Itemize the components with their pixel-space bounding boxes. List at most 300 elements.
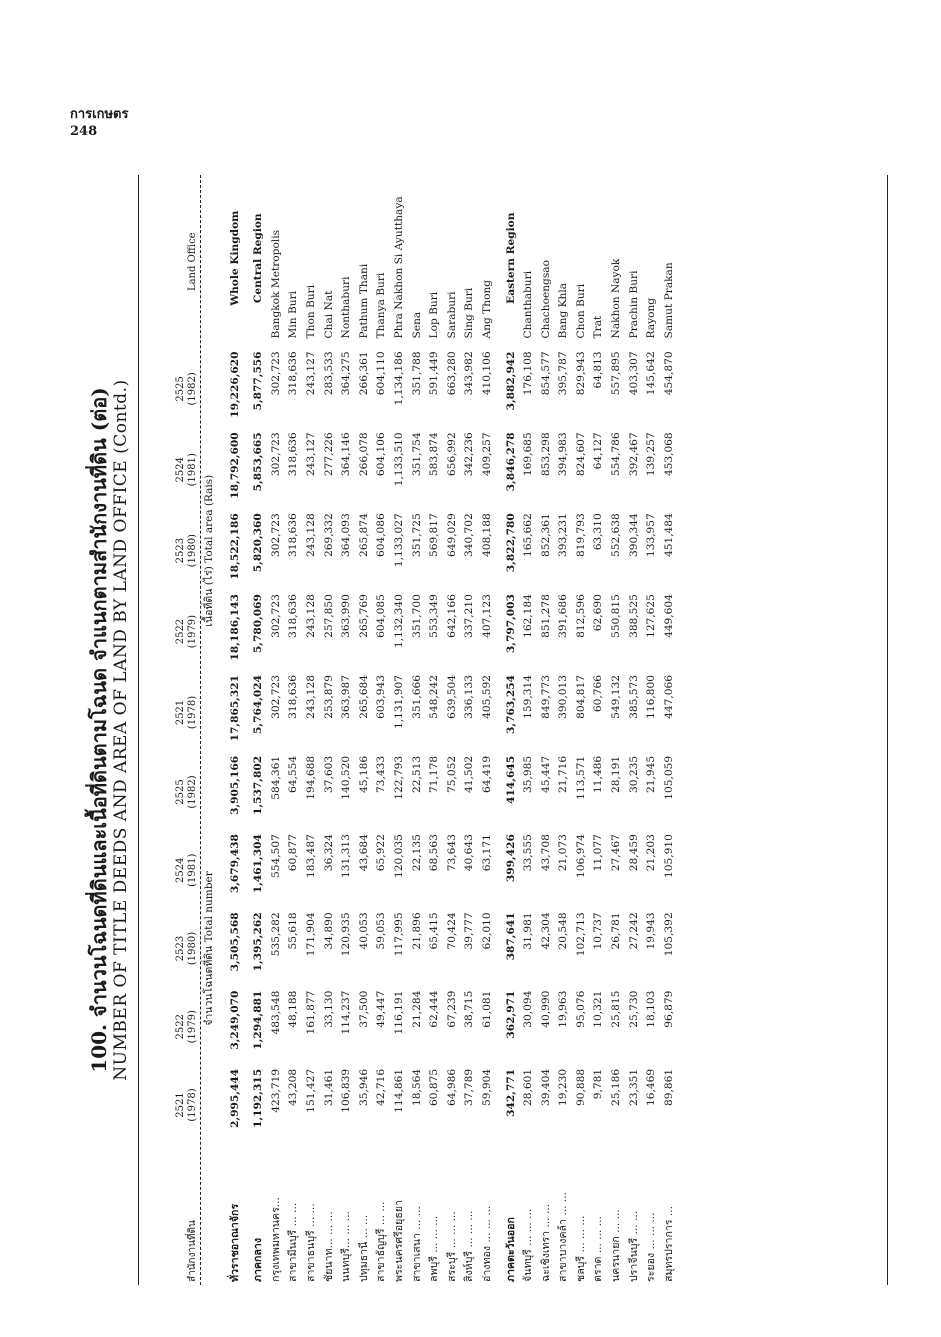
number-cell: 183,487: [304, 834, 317, 878]
col-year-4: 2524 (1981): [175, 853, 198, 887]
area-cell: 351,788: [410, 351, 423, 396]
number-cell: 59,904: [480, 1068, 493, 1106]
table-row: [426, 175, 444, 1285]
area-cell: 390,344: [627, 513, 640, 558]
area-cell: 302,723: [269, 513, 282, 558]
col-year-8: 2523 (1980): [175, 534, 198, 568]
area-cell: 409,257: [480, 432, 493, 477]
number-cell: 131,313: [340, 834, 353, 878]
area-cell: 243,127: [304, 351, 317, 396]
land-office-thai: อ่างทอง ... ... ...: [480, 1205, 493, 1282]
area-cell: 364,146: [340, 432, 353, 477]
land-office-thai: ลพบุรี ... ... ...: [428, 1215, 441, 1282]
area-cell: 318,636: [287, 351, 300, 396]
area-cell: 385,573: [627, 675, 640, 719]
number-cell: 21,284: [410, 990, 423, 1028]
land-office-en: Eastern Region: [504, 212, 517, 304]
number-cell: 1,537,802: [252, 755, 265, 815]
area-cell: 449,604: [662, 594, 675, 638]
land-office-en: Chon Buri: [574, 283, 587, 339]
area-cell: 318,636: [287, 432, 300, 477]
area-cell: 302,723: [269, 594, 282, 638]
number-cell: 106,839: [340, 1068, 353, 1113]
number-cell: 35,985: [522, 755, 535, 793]
number-cell: 67,239: [445, 990, 458, 1028]
area-cell: 393,231: [557, 513, 570, 558]
land-office-en: Prachin Buri: [627, 270, 640, 339]
area-cell: 364,093: [340, 513, 353, 558]
number-cell: 43,708: [539, 834, 552, 872]
area-cell: 318,636: [287, 675, 300, 719]
number-cell: 2,995,444: [228, 1068, 241, 1128]
area-cell: 257,850: [322, 594, 335, 638]
table-row: [356, 175, 374, 1285]
area-cell: 318,636: [287, 513, 300, 558]
number-cell: 89,861: [662, 1068, 675, 1106]
land-office-en: Pathum Thani: [357, 263, 370, 339]
number-cell: 28,601: [522, 1068, 535, 1106]
land-office-thai: ปทุมธานี ... ...: [357, 1214, 370, 1282]
area-cell: 3,846,278: [504, 432, 517, 492]
area-cell: 243,128: [304, 594, 317, 638]
number-cell: 21,945: [645, 755, 658, 793]
table-row: [338, 175, 356, 1285]
area-cell: 133,957: [645, 513, 658, 558]
area-cell: 302,723: [269, 351, 282, 396]
table-row: [285, 175, 303, 1285]
number-cell: 18,564: [410, 1068, 423, 1106]
area-cell: 116,800: [645, 675, 658, 719]
number-cell: 59,053: [375, 912, 388, 950]
number-cell: 49,447: [375, 990, 388, 1028]
number-cell: 45,186: [357, 755, 370, 793]
group-row: [497, 175, 521, 1285]
number-cell: 10,737: [592, 912, 605, 950]
table-row: [409, 175, 427, 1285]
number-cell: 21,073: [557, 834, 570, 872]
area-cell: 64,127: [592, 432, 605, 470]
area-cell: 583,874: [428, 432, 441, 477]
table-row: [268, 175, 286, 1285]
number-cell: 1,461,304: [252, 834, 265, 894]
number-cell: 105,392: [662, 912, 675, 957]
number-cell: 41,502: [463, 755, 476, 793]
area-cell: 552,638: [610, 513, 623, 558]
area-cell: 302,723: [269, 675, 282, 719]
number-cell: 114,861: [392, 1068, 405, 1113]
number-cell: 116,191: [392, 990, 405, 1035]
area-cell: 336,133: [463, 675, 476, 719]
number-cell: 23,351: [627, 1068, 640, 1106]
number-cell: 120,935: [340, 912, 353, 957]
number-cell: 483,548: [269, 990, 282, 1035]
land-office-thai: สิงห์บุรี ... ... ...: [463, 1210, 476, 1282]
area-cell: 853,298: [539, 432, 552, 477]
number-cell: 120,035: [392, 834, 405, 878]
land-office-thai: กรุงเทพมหานคร...: [269, 1197, 282, 1282]
area-cell: 829,943: [574, 351, 587, 396]
number-cell: 64,419: [480, 755, 493, 793]
number-cell: 171,904: [304, 912, 317, 957]
col-year-7: 2522 (1979): [175, 614, 198, 649]
number-cell: 105,910: [662, 834, 675, 878]
area-cell: 649,029: [445, 513, 458, 558]
number-cell: 16,469: [645, 1068, 658, 1106]
area-cell: 854,577: [539, 351, 552, 396]
number-cell: 65,922: [375, 834, 388, 872]
number-cell: 27,242: [627, 912, 640, 950]
number-cell: 19,230: [557, 1068, 570, 1106]
number-cell: 10,321: [592, 990, 605, 1028]
number-cell: 35,946: [357, 1068, 370, 1106]
table-title-thai: 100. จำนวนโฉนดที่ดินและเนื้อที่ดินตามโฉนด จำแนกตามสำนักงานที่ดิน (ต่อ): [87, 387, 111, 1073]
land-office-en: Thon Buri: [304, 284, 317, 339]
land-office-en: Trat: [592, 315, 605, 339]
area-cell: 410,106: [480, 351, 493, 396]
number-cell: 9,781: [592, 1068, 605, 1100]
area-cell: 176,108: [522, 351, 535, 396]
area-cell: 243,127: [304, 432, 317, 477]
land-office-thai: จันทบุรี ... ... ...: [522, 1208, 535, 1282]
number-cell: 387,641: [504, 912, 517, 961]
land-office-thai: สาขาบางคล้า ... ...: [557, 1192, 570, 1282]
header-section-label: การเกษตร: [70, 107, 129, 122]
number-cell: 65,415: [428, 912, 441, 950]
land-office-en: Bang Khla: [557, 282, 570, 339]
area-cell: 819,793: [574, 513, 587, 558]
number-cell: 40,643: [463, 834, 476, 872]
group-row: [221, 175, 245, 1285]
number-cell: 40,053: [357, 912, 370, 950]
land-office-thai: ระยอง ... ... ...: [645, 1212, 658, 1282]
number-cell: 535,282: [269, 912, 282, 957]
number-cell: 25,186: [610, 1068, 623, 1106]
land-office-en: Nonthaburi: [340, 276, 353, 339]
area-cell: 243,128: [304, 513, 317, 558]
number-cell: 20,548: [557, 912, 570, 950]
col-land-office-en: Land Office: [187, 232, 198, 292]
table-row: [555, 175, 573, 1285]
area-cell: 812,596: [574, 594, 587, 638]
land-office-en: Saraburi: [445, 291, 458, 339]
table-row: [643, 175, 661, 1285]
number-cell: 33,130: [322, 990, 335, 1028]
area-cell: 3,797,003: [504, 594, 517, 654]
area-cell: 277,226: [322, 432, 335, 477]
area-cell: 127,625: [645, 594, 658, 638]
land-office-thai: ชัยนาท... ... ...: [322, 1211, 335, 1282]
table-row: [321, 175, 339, 1285]
area-cell: 604,110: [375, 351, 388, 396]
area-cell: 343,982: [463, 351, 476, 396]
area-cell: 64,813: [592, 351, 605, 389]
number-cell: 64,986: [445, 1068, 458, 1106]
area-cell: 63,310: [592, 513, 605, 551]
number-cell: 31,461: [322, 1068, 335, 1106]
number-cell: 39,404: [539, 1068, 552, 1106]
land-office-thai: สาขาธนบุรี ... ...: [304, 1203, 317, 1282]
col-year-6: 2521 (1978): [175, 695, 198, 730]
area-cell: 18,186,143: [228, 594, 241, 661]
area-cell: 604,086: [375, 513, 388, 558]
number-cell: 73,643: [445, 834, 458, 872]
table-body: [199, 175, 678, 1285]
table-row: [479, 175, 497, 1285]
area-cell: 19,226,620: [228, 351, 241, 418]
land-office-thai: ภาคกลาง: [252, 1237, 265, 1282]
area-cell: 18,522,186: [228, 513, 241, 580]
bottom-rule: [887, 175, 888, 1285]
land-office-en: Samut Prakan: [662, 262, 675, 339]
area-cell: 548,242: [428, 675, 441, 719]
area-cell: 265,684: [357, 675, 370, 719]
number-cell: 1,395,262: [252, 912, 265, 972]
number-cell: 106,974: [574, 834, 587, 878]
number-cell: 60,877: [287, 834, 300, 872]
area-cell: 656,992: [445, 432, 458, 477]
area-cell: 852,361: [539, 513, 552, 558]
number-cell: 362,971: [504, 990, 517, 1039]
area-cell: 824,607: [574, 432, 587, 477]
page-header: [70, 106, 128, 140]
area-cell: 407,123: [480, 594, 493, 638]
area-cell: 447,066: [662, 675, 675, 719]
number-cell: 60,875: [428, 1068, 441, 1106]
number-cell: 11,486: [592, 755, 605, 793]
number-cell: 19,963: [557, 990, 570, 1028]
area-cell: 454,870: [662, 351, 675, 396]
number-cell: 71,178: [428, 755, 441, 793]
land-office-en: Chachoengsao: [539, 260, 552, 339]
number-cell: 63,171: [480, 834, 493, 872]
area-cell: 18,792,600: [228, 432, 241, 499]
table-row: [373, 175, 391, 1285]
area-cell: 849,773: [539, 675, 552, 719]
area-cell: 1,133,510: [392, 432, 405, 487]
number-cell: 25,815: [610, 990, 623, 1028]
area-cell: 340,702: [463, 513, 476, 558]
area-cell: 269,332: [322, 513, 335, 558]
table-row: [590, 175, 608, 1285]
col-land-office-thai: สำนักงานที่ดิน: [187, 1220, 198, 1282]
number-cell: 62,444: [428, 990, 441, 1028]
number-cell: 102,713: [574, 912, 587, 957]
land-office-thai: สาขามีนบุรี ... ...: [287, 1202, 300, 1282]
number-cell: 42,716: [375, 1068, 388, 1106]
land-office-thai: สาขาธัญบุรี ... ...: [375, 1201, 388, 1282]
area-cell: 266,078: [357, 432, 370, 477]
table-row: [520, 175, 538, 1285]
area-cell: 549,132: [610, 675, 623, 719]
number-cell: 62,010: [480, 912, 493, 950]
area-cell: 557,895: [610, 351, 623, 396]
number-cell: 423,719: [269, 1068, 282, 1113]
area-cell: 451,484: [662, 513, 675, 558]
area-cell: 554,786: [610, 432, 623, 477]
number-cell: 30,094: [522, 990, 535, 1028]
number-cell: 113,571: [574, 755, 587, 800]
table-row: [626, 175, 644, 1285]
area-cell: 363,987: [340, 675, 353, 719]
land-deeds-table: [141, 175, 678, 1285]
land-office-thai: ปราจีนบุรี ... ...: [627, 1210, 640, 1282]
number-cell: 30,235: [627, 755, 640, 793]
number-cell: 151,427: [304, 1068, 317, 1113]
number-cell: 48,188: [287, 990, 300, 1028]
number-cell: 105,059: [662, 755, 675, 800]
land-office-en: Lop Buri: [428, 291, 441, 339]
number-cell: 68,563: [428, 834, 441, 872]
area-cell: 639,504: [445, 675, 458, 719]
area-cell: 351,700: [410, 594, 423, 638]
land-office-en: Bangkok Metropolis: [269, 229, 282, 339]
page-number: 248: [70, 124, 98, 139]
area-cell: 159,314: [522, 675, 535, 719]
area-cell: 851,278: [539, 594, 552, 638]
number-cell: 37,789: [463, 1068, 476, 1106]
area-cell: 265,769: [357, 594, 370, 638]
area-cell: 165,662: [522, 513, 535, 558]
number-cell: 161,877: [304, 990, 317, 1035]
number-cell: 19,943: [645, 912, 658, 950]
number-cell: 414,645: [504, 755, 517, 804]
area-cell: 553,349: [428, 594, 441, 638]
number-cell: 95,076: [574, 990, 587, 1028]
area-cell: 337,210: [463, 594, 476, 638]
area-cell: 1,134,186: [392, 351, 405, 406]
number-cell: 399,426: [504, 834, 517, 883]
area-cell: 351,754: [410, 432, 423, 477]
area-cell: 394,983: [557, 432, 570, 477]
land-office-en: Rayong: [645, 297, 658, 339]
area-label: เนื้อที่ดิน (ไร่) Total area (Rais): [203, 474, 215, 627]
area-cell: 145,642: [645, 351, 658, 396]
number-cell: 11,077: [592, 834, 605, 872]
area-cell: 395,787: [557, 351, 570, 396]
area-cell: 453,068: [662, 432, 675, 477]
area-cell: 569,817: [428, 513, 441, 558]
number-cell: 194,688: [304, 755, 317, 800]
number-cell: 55,618: [287, 912, 300, 950]
number-cell: 45,447: [539, 755, 552, 793]
land-office-en: Min Buri: [287, 290, 300, 339]
number-cell: 34,890: [322, 912, 335, 950]
area-cell: 266,361: [357, 351, 370, 396]
land-office-en: Chanthaburi: [522, 270, 535, 339]
area-cell: 302,723: [269, 432, 282, 477]
number-cell: 37,603: [322, 755, 335, 793]
area-cell: 5,877,556: [252, 351, 265, 411]
number-cell: 37,500: [357, 990, 370, 1028]
number-cell: 43,684: [357, 834, 370, 872]
area-cell: 5,820,360: [252, 513, 265, 573]
area-cell: 388,525: [627, 594, 640, 638]
land-office-thai: นนทบุรี... ... ...: [340, 1211, 353, 1282]
area-cell: 604,106: [375, 432, 388, 477]
col-year-1: 2521 (1978): [175, 1088, 198, 1122]
area-cell: 62,690: [592, 594, 605, 632]
header-row: [141, 175, 199, 1285]
number-cell: 39,777: [463, 912, 476, 950]
area-cell: 351,666: [410, 675, 423, 719]
area-cell: 3,882,942: [504, 351, 517, 411]
area-cell: 253,879: [322, 675, 335, 719]
number-cell: 25,730: [627, 990, 640, 1028]
land-office-en: Central Region: [252, 213, 265, 304]
number-cell: 3,249,070: [228, 990, 241, 1050]
number-cell: 114,237: [340, 990, 353, 1035]
col-year-5: 2525 (1982): [175, 775, 198, 809]
area-cell: 642,166: [445, 594, 458, 638]
area-cell: 283,533: [322, 351, 335, 396]
col-year-2: 2522 (1979): [175, 1010, 198, 1044]
number-cell: 122,793: [392, 755, 405, 800]
col-year-3: 2523 (1980): [175, 931, 198, 966]
area-cell: 364,275: [340, 351, 353, 396]
land-office-thai: พระนครศรีอยุธยา: [392, 1200, 405, 1282]
land-office-thai: ตราด ... ... ...: [592, 1216, 605, 1282]
number-cell: 584,361: [269, 755, 282, 800]
number-cell: 96,879: [662, 990, 675, 1028]
land-office-en: Sena: [410, 311, 423, 339]
area-cell: 591,449: [428, 351, 441, 396]
number-cell: 3,905,166: [228, 755, 241, 815]
area-cell: 550,815: [610, 594, 623, 638]
table-row: [391, 175, 409, 1285]
land-office-en: Phra Nakhon Si Ayutthaya: [392, 196, 405, 339]
number-cell: 64,554: [287, 755, 300, 793]
table-row: [538, 175, 556, 1285]
number-cell: 28,459: [627, 834, 640, 872]
area-cell: 604,085: [375, 594, 388, 638]
number-cell: 22,135: [410, 834, 423, 872]
number-cell: 1,294,881: [252, 990, 265, 1050]
land-office-thai: นครนายก ... ...: [610, 1209, 623, 1282]
land-office-thai: ทั่วราชอาณาจักร: [228, 1203, 241, 1282]
number-cell: 18,103: [645, 990, 658, 1028]
number-cell: 61,081: [480, 990, 493, 1028]
area-cell: 1,133,027: [392, 513, 405, 568]
number-cell: 3,679,438: [228, 834, 241, 894]
number-cell: 21,896: [410, 912, 423, 950]
number-cell: 36,324: [322, 834, 335, 872]
area-cell: 663,280: [445, 351, 458, 396]
area-cell: 5,764,024: [252, 675, 265, 734]
area-cell: 3,822,780: [504, 513, 517, 573]
measure-label-row: [199, 175, 221, 1285]
group-row: [244, 175, 268, 1285]
number-cell: 22,513: [410, 755, 423, 793]
area-cell: 351,725: [410, 513, 423, 558]
land-office-en: Sing Buri: [463, 287, 476, 339]
number-cell: 43,208: [287, 1068, 300, 1106]
table-row: [661, 175, 679, 1285]
area-cell: 162,184: [522, 594, 535, 638]
area-cell: 60,766: [592, 675, 605, 713]
area-cell: 603,943: [375, 675, 388, 719]
number-label: จำนวนโฉนดที่ดิน Total number: [203, 871, 215, 1026]
table-row: [444, 175, 462, 1285]
number-cell: 31,981: [522, 912, 535, 950]
area-cell: 265,874: [357, 513, 370, 558]
land-office-en: Thanya Buri: [375, 272, 388, 339]
number-cell: 117,995: [392, 912, 405, 957]
number-cell: 33,555: [522, 834, 535, 872]
number-cell: 40,990: [539, 990, 552, 1028]
land-office-thai: ภาคตะวันออก: [504, 1217, 517, 1282]
number-cell: 27,467: [610, 834, 623, 872]
number-cell: 554,507: [269, 834, 282, 878]
